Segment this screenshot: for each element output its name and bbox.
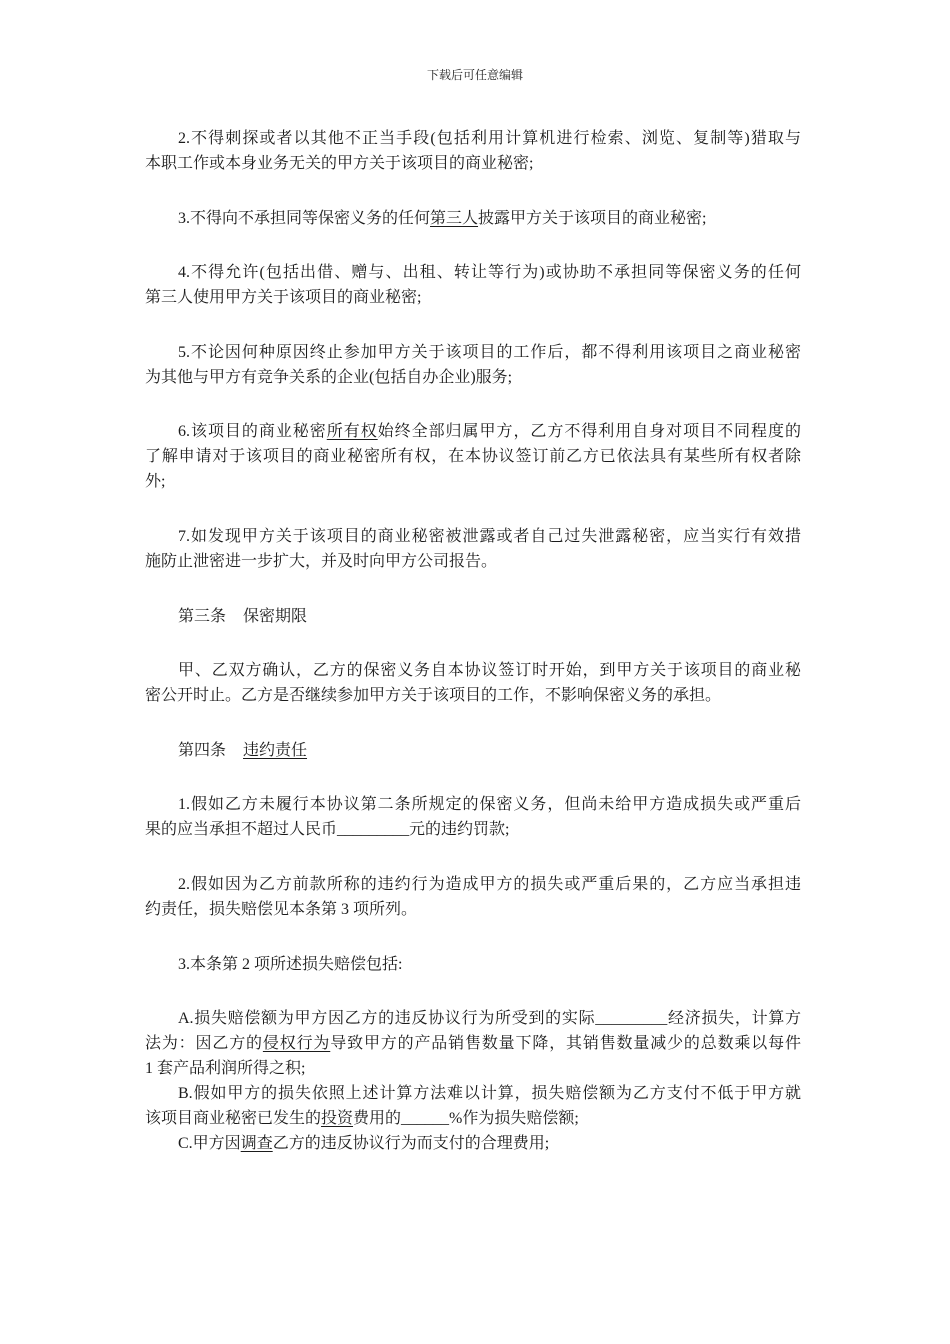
text-line: 外; xyxy=(145,473,166,491)
clause-item-2 xyxy=(145,126,801,176)
text-segment: 6.该项目的商业秘密 xyxy=(178,423,327,441)
clause-item-3 xyxy=(145,206,801,231)
text-line: B.假如甲方的损失依照上述计算方法难以计算，损失赔偿额为乙方支付不低于甲方就 xyxy=(178,1085,801,1103)
compensation-item-c xyxy=(145,1131,801,1156)
text-segment: C.甲方因 xyxy=(178,1135,241,1153)
text-segment: 乙方的违反协议行为而支付的合理费用; xyxy=(272,1135,550,1153)
article-4-heading xyxy=(145,738,801,763)
text-segment: 始终全部归属甲方，乙方不得利用自身对项目不同程度的 xyxy=(377,423,801,441)
text-line: 密公开时止。乙方是否继续参加甲方关于该项目的工作，不影响保密义务的承担。 xyxy=(145,687,722,705)
text-line: 了解申请对于该项目的商业秘密所有权，在本协议签订前乙方已依法具有某些所有权者除 xyxy=(145,448,801,466)
text-line: 为其他与甲方有竞争关系的企业(包括自办企业)服务; xyxy=(145,368,513,386)
liability-item-2 xyxy=(145,872,801,922)
text-line xyxy=(145,419,801,444)
article-title: 保密期限 xyxy=(243,607,308,625)
clause-item-7 xyxy=(145,524,801,574)
text-line: 约责任，损失赔偿见本条第 3 项所列。 xyxy=(145,900,418,918)
text-line: 4.不得允许(包括出借、赠与、出租、转让等行为)或协助不承担同等保密义务的任何 xyxy=(178,264,801,282)
heading-line xyxy=(145,604,801,629)
text-segment: 该项目商业秘密已发生的 xyxy=(145,1110,322,1128)
text-segment: 费用的______%作为损失赔偿额; xyxy=(353,1110,579,1128)
underlined-term-infringement: 侵权行为 xyxy=(262,1035,331,1053)
underlined-term-investigation: 调查 xyxy=(240,1135,273,1153)
liability-item-1 xyxy=(145,792,801,842)
text-line: 7.如发现甲方关于该项目的商业秘密被泄露或者自己过失泄露秘密，应当实行有效措 xyxy=(178,527,801,545)
clause-item-6 xyxy=(145,419,801,494)
article-3-body xyxy=(145,658,801,708)
text-line: 甲、乙双方确认，乙方的保密义务自本协议签订时开始，到甲方关于该项目的商业秘 xyxy=(178,662,801,680)
text-line xyxy=(145,206,801,231)
text-line xyxy=(145,1106,801,1131)
clause-item-5 xyxy=(145,340,801,390)
text-segment: 法为：因乙方的 xyxy=(145,1035,263,1053)
text-line: 3.本条第 2 项所述损失赔偿包括: xyxy=(178,955,403,973)
text-line: A.损失赔偿额为甲方因乙方的违反协议行为所受到的实际_________经济损失，计算方 xyxy=(178,1010,801,1028)
heading-line xyxy=(145,738,801,763)
underlined-term-third-party: 第三人 xyxy=(430,209,479,227)
document-body xyxy=(145,126,801,1186)
compensation-item-b xyxy=(145,1081,801,1131)
underlined-term-investment: 投资 xyxy=(321,1110,354,1128)
text-line xyxy=(145,1131,801,1156)
underlined-term-ownership: 所有权 xyxy=(326,423,378,441)
text-line: 2.不得刺探或者以其他不正当手段(包括利用计算机进行检索、浏览、复制等)猎取与 xyxy=(178,130,801,147)
compensation-item-a xyxy=(145,1006,801,1081)
article-title: 违约责任 xyxy=(243,741,308,759)
compensation-list xyxy=(145,1006,801,1156)
clause-item-4 xyxy=(145,260,801,310)
text-line: 施防止泄密进一步扩大，并及时向甲方公司报告。 xyxy=(145,552,498,570)
liability-item-3 xyxy=(145,952,801,977)
text-line: 5.不论因何种原因终止参加甲方关于该项目的工作后，都不得利用该项目之商业秘密 xyxy=(178,343,801,361)
text-segment: 3.不得向不承担同等保密义务的任何 xyxy=(178,209,431,227)
text-segment: 导致甲方的产品销售数量下降，其销售数量减少的总数乘以每件 xyxy=(330,1035,801,1053)
text-line: 本职工作或本身业务无关的甲方关于该项目的商业秘密; xyxy=(145,155,534,172)
text-line: 果的应当承担不超过人民币_________元的违约罚款; xyxy=(145,821,510,839)
text-line: 1 套产品利润所得之积; xyxy=(145,1060,306,1078)
edit-note-header: 下载后可任意编辑 xyxy=(426,68,523,82)
text-line: 1.假如乙方未履行本协议第二条所规定的保密义务，但尚未给甲方造成损失或严重后 xyxy=(178,796,801,814)
text-segment: 披露甲方关于该项目的商业秘密; xyxy=(478,209,707,227)
text-line: 2.假如因为乙方前款所称的违约行为造成甲方的损失或严重后果的，乙方应当承担违 xyxy=(178,875,801,893)
text-line: 第三人使用甲方关于该项目的商业秘密; xyxy=(145,289,422,307)
article-number: 第三条 xyxy=(178,607,227,625)
text-line xyxy=(145,1031,801,1056)
article-number: 第四条 xyxy=(178,741,227,759)
article-3-heading xyxy=(145,604,801,629)
